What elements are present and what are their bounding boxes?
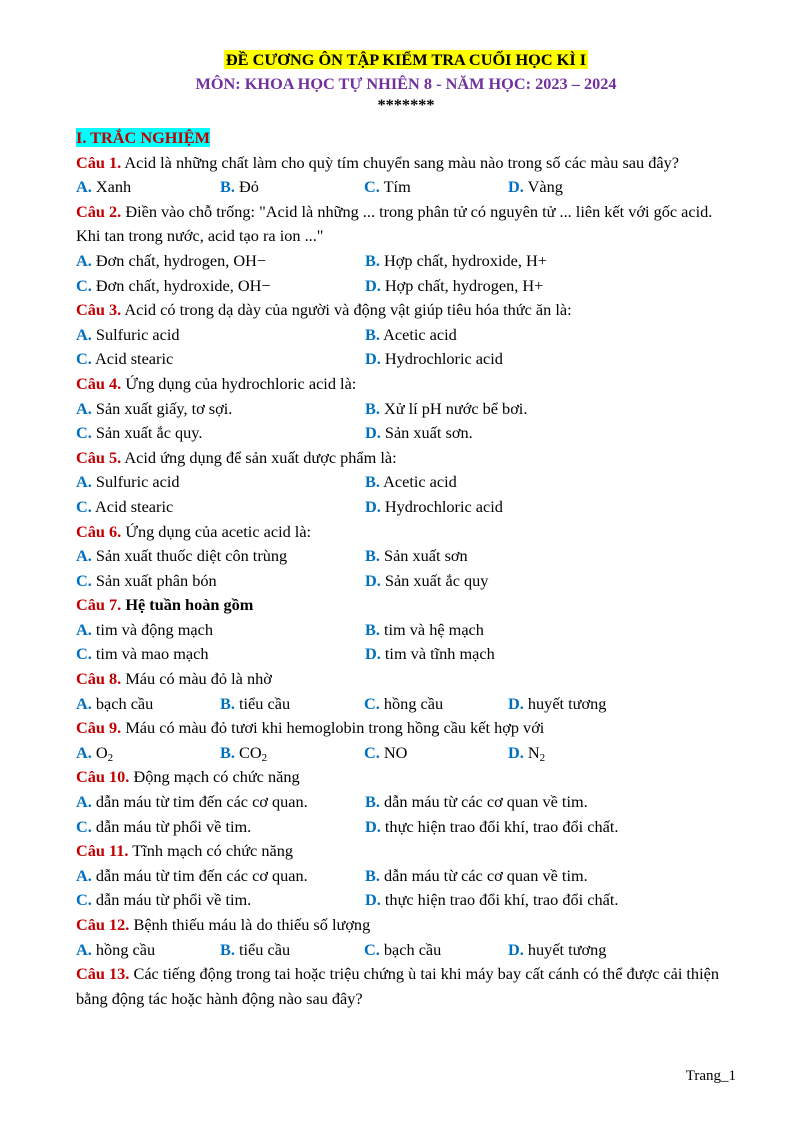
answer-option-c[interactable] [364, 175, 508, 200]
option-letter: B. [220, 939, 235, 959]
option-text: Hydrochloric acid [380, 349, 503, 369]
answer-option-a[interactable] [76, 864, 365, 889]
question-label: Câu 13. [76, 964, 130, 984]
answer-option-a[interactable] [76, 692, 220, 717]
option-text: huyết tương [523, 693, 607, 713]
option-letter: A. [76, 792, 92, 812]
option-letter: A. [76, 250, 92, 270]
answer-option-a[interactable] [76, 397, 365, 422]
option-letter: D. [365, 275, 381, 295]
option-text: dẫn máu từ các cơ quan về tim. [379, 865, 588, 885]
answer-option-d[interactable] [508, 692, 652, 717]
option-text: CO [234, 742, 262, 762]
answer-option-b[interactable] [365, 790, 654, 815]
option-row [76, 249, 736, 274]
option-text: tiểu cầu [234, 693, 291, 713]
answer-option-d[interactable] [508, 741, 652, 766]
option-text: hồng cầu [91, 939, 156, 959]
question-text: Máu có màu đỏ tươi khi hemoglobin trong hồng cầu kết hợp với [121, 718, 545, 738]
option-letter: A. [76, 742, 92, 762]
option-row [76, 175, 736, 200]
option-text: tim và hệ mạch [379, 619, 484, 639]
option-text: Sản xuất sơn. [380, 423, 473, 443]
option-text: Tím [379, 177, 411, 197]
option-letter: A. [76, 693, 92, 713]
option-letter: B. [220, 693, 235, 713]
option-letter: B. [365, 250, 380, 270]
option-text: dẫn máu từ tim đến các cơ quan. [91, 792, 308, 812]
answer-option-c[interactable] [76, 642, 365, 667]
option-row [76, 888, 736, 913]
option-letter: B. [365, 324, 380, 344]
question-label: Câu 10. [76, 767, 130, 787]
option-letter: C. [76, 570, 92, 590]
answer-option-b[interactable] [220, 741, 364, 766]
answer-option-d[interactable] [508, 938, 652, 963]
option-text: Sulfuric acid [91, 324, 180, 344]
option-subscript: 2 [539, 751, 546, 764]
answer-option-d[interactable] [365, 274, 654, 299]
option-letter: D. [365, 890, 381, 910]
option-letter: C. [76, 816, 92, 836]
answer-option-a[interactable] [76, 938, 220, 963]
answer-option-c[interactable] [76, 888, 365, 913]
option-row [76, 642, 736, 667]
question-label: Câu 8. [76, 669, 122, 689]
question-label: Câu 12. [76, 915, 130, 934]
option-row [76, 790, 736, 815]
question-label: Câu 9. [76, 718, 122, 738]
option-row [76, 495, 736, 520]
answer-option-d[interactable] [365, 347, 654, 372]
answer-option-d[interactable] [508, 175, 652, 200]
option-text: Xử lí pH nước bể bơi. [379, 398, 528, 418]
option-row [76, 692, 736, 717]
answer-option-b[interactable] [365, 249, 654, 274]
option-row [76, 470, 736, 495]
option-text: Hợp chất, hydroxide, H+ [379, 250, 547, 270]
page-number: Trang_1 [685, 1068, 736, 1084]
question-label: Câu 3. [76, 300, 122, 320]
option-subscript: 2 [261, 751, 268, 764]
option-letter: B. [220, 177, 235, 197]
option-letter: C. [76, 644, 92, 664]
question-label: Câu 4. [76, 373, 122, 393]
answer-option-b[interactable] [220, 938, 364, 963]
option-row [76, 741, 736, 766]
option-text: Acid stearic [91, 349, 174, 369]
question-label: Câu 1. [76, 152, 122, 172]
option-row [76, 544, 736, 569]
option-letter: D. [365, 644, 381, 664]
option-text: thực hiện trao đổi khí, trao đổi chất. [380, 890, 619, 910]
option-letter: D. [365, 496, 381, 516]
option-text: dẫn máu từ tim đến các cơ quan. [91, 865, 308, 885]
option-letter: C. [364, 693, 380, 713]
option-text: Sản xuất phân bón [91, 570, 217, 590]
option-text: bạch cầu [91, 693, 154, 713]
question-label: Câu 2. [76, 201, 122, 221]
separator-stars: ******* [377, 95, 435, 114]
answer-option-b[interactable] [365, 323, 654, 348]
answer-option-c[interactable] [76, 347, 365, 372]
answer-option-c[interactable] [364, 692, 508, 717]
question-label: Câu 11. [76, 841, 129, 861]
option-letter: B. [365, 472, 380, 492]
option-row [76, 815, 736, 840]
option-text: NO [379, 742, 408, 762]
option-text: tim và động mạch [91, 619, 214, 639]
option-text: thực hiện trao đổi khí, trao đổi chất. [380, 816, 619, 836]
option-letter: C. [364, 177, 380, 197]
question-8 [76, 667, 736, 692]
option-letter: A. [76, 619, 92, 639]
option-text: Sulfuric acid [91, 472, 180, 492]
question-1 [76, 151, 736, 176]
option-text: Đơn chất, hydrogen, OH− [91, 250, 267, 270]
option-row [76, 421, 736, 446]
answer-option-b[interactable] [220, 692, 364, 717]
question-label: Câu 7. [76, 595, 122, 615]
option-text: Sản xuất giấy, tơ sợi. [91, 398, 233, 418]
option-text: tim và mao mạch [91, 644, 209, 664]
answer-option-b[interactable] [220, 175, 364, 200]
option-subscript: 2 [107, 751, 114, 764]
answer-option-d[interactable] [365, 888, 654, 913]
option-letter: D. [365, 349, 381, 369]
question-2 [76, 200, 736, 249]
option-row [76, 323, 736, 348]
question-label: Câu 5. [76, 447, 122, 467]
option-letter: B. [365, 619, 380, 639]
option-row [76, 397, 736, 422]
option-text: dẫn máu từ các cơ quan về tim. [379, 792, 588, 812]
question-text: Bệnh thiếu máu là do thiếu số lượng [129, 915, 371, 934]
answer-option-a[interactable] [76, 323, 365, 348]
question-text: Hệ tuần hoàn gồm [121, 595, 254, 615]
question-5 [76, 446, 736, 471]
option-letter: B. [365, 398, 380, 418]
option-text: Đỏ [234, 177, 259, 197]
section-heading: I. TRẮC NGHIỆM [76, 128, 211, 147]
question-3 [76, 298, 736, 323]
option-letter: C. [76, 890, 92, 910]
option-letter: C. [364, 742, 380, 762]
answer-option-d[interactable] [365, 495, 654, 520]
option-text: Sản xuất sơn [379, 546, 468, 566]
question-text: Máu có màu đỏ là nhờ [121, 669, 272, 689]
question-label: Câu 6. [76, 521, 122, 541]
question-text: Tĩnh mạch có chức năng [128, 841, 293, 861]
answer-option-a[interactable] [76, 175, 220, 200]
question-text: Acid ứng dụng để sản xuất dược phẩm là: [121, 447, 397, 467]
option-text: Đơn chất, hydroxide, OH− [91, 275, 271, 295]
question-text: Điền vào chỗ trống: "Acid là những ... trong phân tử có nguyên tử ... liên kết với gốc acid. Khi tan trong nước, acid tạo ra ion ..." [76, 201, 713, 246]
option-text: Sản xuất ắc quy [380, 570, 489, 590]
question-4 [76, 372, 736, 397]
option-row [76, 864, 736, 889]
option-row [76, 569, 736, 594]
option-text: tiểu cầu [234, 939, 291, 959]
answer-option-b[interactable] [365, 618, 654, 643]
question-12 [76, 913, 736, 938]
answer-option-a[interactable] [76, 249, 365, 274]
option-letter: D. [365, 570, 381, 590]
option-letter: D. [508, 742, 524, 762]
option-text: Hydrochloric acid [380, 496, 503, 516]
document-title: ĐỀ CƯƠNG ÔN TẬP KIỂM TRA CUỐI HỌC KÌ I [225, 50, 587, 69]
option-letter: C. [76, 275, 92, 295]
option-text: dẫn máu từ phổi về tim. [91, 890, 252, 910]
answer-option-c[interactable] [76, 495, 365, 520]
answer-option-c[interactable] [76, 421, 365, 446]
answer-option-d[interactable] [365, 642, 654, 667]
option-row [76, 274, 736, 299]
answer-option-b[interactable] [365, 864, 654, 889]
option-letter: D. [365, 423, 381, 443]
answer-option-b[interactable] [365, 544, 654, 569]
option-row [76, 618, 736, 643]
answer-option-a[interactable] [76, 618, 365, 643]
option-letter: C. [76, 496, 92, 516]
option-text: Sản xuất ắc quy. [91, 423, 203, 443]
option-text: O [91, 742, 108, 762]
option-text: Hợp chất, hydrogen, H+ [380, 275, 544, 295]
answer-option-a[interactable] [76, 741, 220, 766]
option-letter: C. [76, 349, 92, 369]
answer-option-b[interactable] [365, 397, 654, 422]
answer-option-c[interactable] [76, 274, 365, 299]
question-text: Các tiếng động trong tai hoặc triệu chứng ù tai khi máy bay cất cánh có thể được cải thiện bằng động tác hoặc hành động nào sau đây? [76, 964, 719, 1008]
option-text: tim và tĩnh mạch [380, 644, 495, 664]
option-letter: C. [364, 939, 380, 959]
answer-option-b[interactable] [365, 470, 654, 495]
question-text: Ứng dụng của hydrochloric acid là: [121, 373, 357, 393]
option-letter: C. [76, 423, 92, 443]
option-text: N [523, 742, 540, 762]
option-text: Acid stearic [91, 496, 174, 516]
option-letter: D. [508, 693, 524, 713]
option-letter: A. [76, 324, 92, 344]
answer-option-d[interactable] [365, 569, 654, 594]
document-subtitle: MÔN: KHOA HỌC TỰ NHIÊN 8 - NĂM HỌC: 2023 – 2024 [195, 74, 617, 93]
answer-option-a[interactable] [76, 790, 365, 815]
option-row [76, 938, 736, 963]
option-text: Sản xuất thuốc diệt côn trùng [91, 546, 288, 566]
question-6 [76, 520, 736, 545]
answer-option-c[interactable] [364, 741, 508, 766]
option-text: Acetic acid [379, 472, 457, 492]
option-letter: A. [76, 546, 92, 566]
option-letter: D. [365, 816, 381, 836]
option-text: Acetic acid [379, 324, 457, 344]
option-letter: D. [508, 939, 524, 959]
option-text: Vàng [523, 177, 563, 197]
option-letter: A. [76, 398, 92, 418]
question-9 [76, 716, 736, 741]
option-letter: A. [76, 177, 92, 197]
option-text: huyết tương [523, 939, 607, 959]
answer-option-a[interactable] [76, 544, 365, 569]
answer-option-c[interactable] [76, 815, 365, 840]
answer-option-c[interactable] [76, 569, 365, 594]
question-11 [76, 839, 736, 864]
question-text: Ứng dụng của acetic acid là: [121, 521, 312, 541]
option-text: bạch cầu [379, 939, 442, 959]
document-page [76, 48, 736, 1011]
option-letter: B. [365, 792, 380, 812]
question-text: Acid là những chất làm cho quỳ tím chuyển sang màu nào trong số các màu sau đây? [121, 152, 679, 172]
question-7 [76, 593, 736, 618]
option-text: Xanh [91, 177, 132, 197]
option-letter: A. [76, 865, 92, 885]
question-list [76, 151, 736, 1012]
option-letter: B. [365, 546, 380, 566]
answer-option-a[interactable] [76, 470, 365, 495]
option-letter: A. [76, 472, 92, 492]
answer-option-d[interactable] [365, 815, 654, 840]
answer-option-c[interactable] [364, 938, 508, 963]
question-text: Acid có trong dạ dày của người và động vật giúp tiêu hóa thức ăn là: [121, 300, 572, 320]
option-letter: D. [508, 177, 524, 197]
question-text: Động mạch có chức năng [129, 767, 300, 787]
answer-option-d[interactable] [365, 421, 654, 446]
option-row [76, 347, 736, 372]
option-letter: B. [365, 865, 380, 885]
question-13 [76, 962, 736, 1011]
option-letter: A. [76, 939, 92, 959]
option-text: hồng cầu [379, 693, 444, 713]
question-10 [76, 765, 736, 790]
option-letter: B. [220, 742, 235, 762]
option-text: dẫn máu từ phổi về tim. [91, 816, 252, 836]
